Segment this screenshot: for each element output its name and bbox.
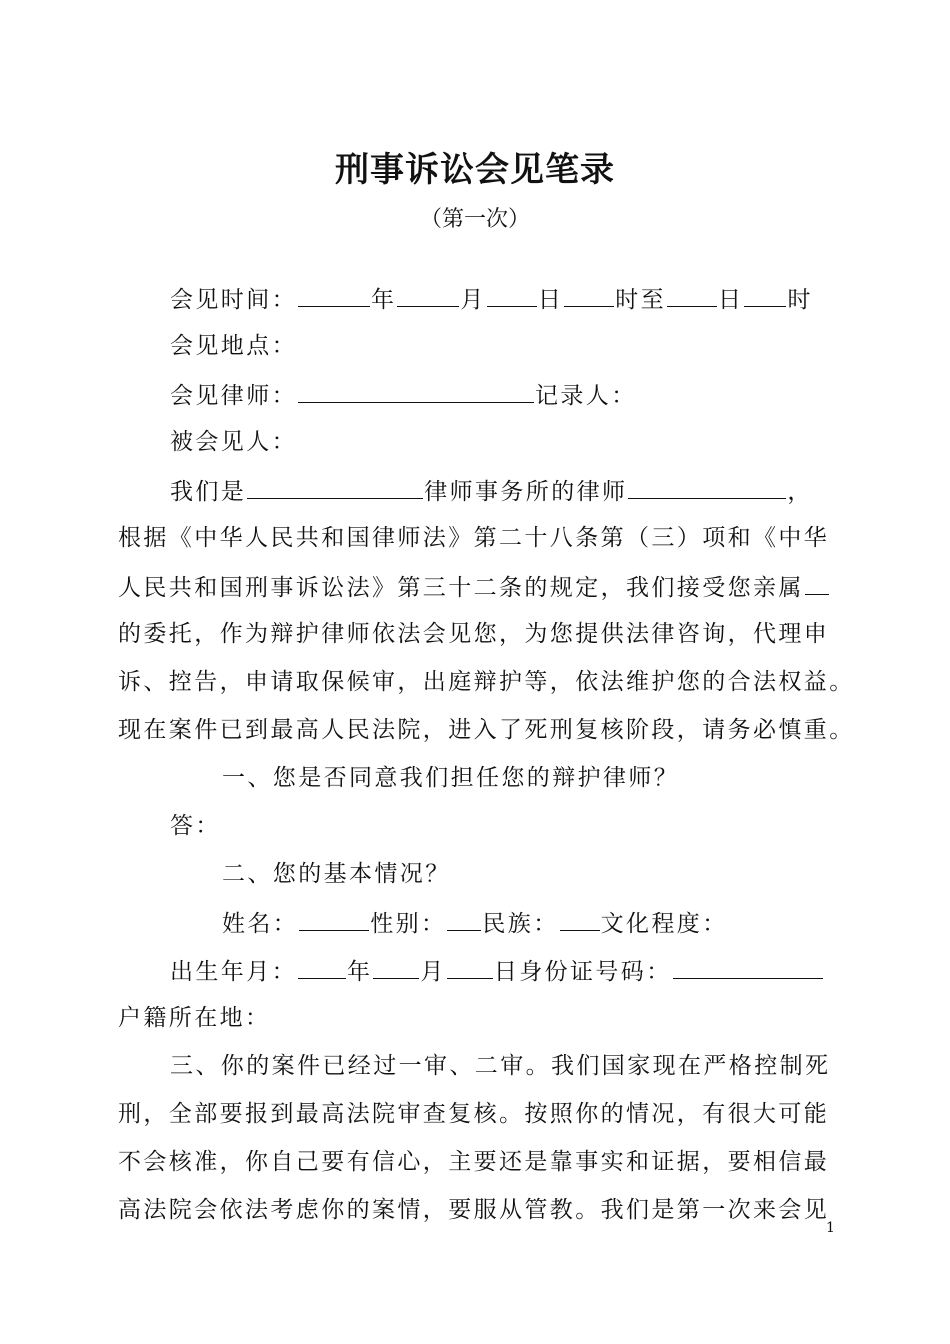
question-2: 二、您的基本情况？ bbox=[222, 861, 451, 887]
day-blank bbox=[487, 282, 537, 307]
intro-line-2: 根据《中华人民共和国律师法》第二十八条第（三）项和《中华 bbox=[118, 525, 830, 551]
firm-blank bbox=[247, 474, 423, 499]
end-day-unit: 日 bbox=[718, 287, 744, 313]
year-unit: 年 bbox=[371, 287, 397, 313]
month-unit: 月 bbox=[460, 287, 486, 313]
meeting-lawyer-line bbox=[170, 378, 637, 412]
intro-line-5: 诉、控告，申请取保候审，出庭辩护等，依法维护您的合法权益。 bbox=[118, 669, 855, 695]
hour-to-unit: 时至 bbox=[615, 287, 667, 313]
end-hour-unit: 时 bbox=[787, 287, 813, 313]
ethnicity-blank bbox=[560, 906, 600, 931]
education-label: 文化程度： bbox=[600, 911, 728, 937]
answer-1: 答： bbox=[170, 813, 221, 839]
sex-label: 性别： bbox=[370, 911, 447, 937]
basic-info-line bbox=[222, 906, 728, 940]
recorder-label: 记录人： bbox=[535, 383, 637, 409]
ethnicity-label: 民族： bbox=[482, 911, 559, 937]
intro-line-4: 的委托，作为辩护律师依法会见您，为您提供法律咨询，代理申 bbox=[118, 621, 830, 647]
birth-year-blank bbox=[298, 954, 346, 979]
birth-month-blank bbox=[373, 954, 419, 979]
firm-lawyer-text: 律师事务所的律师 bbox=[424, 479, 628, 505]
interviewee-label: 被会见人： bbox=[170, 429, 297, 455]
household-line: 户籍所在地： bbox=[118, 1005, 271, 1031]
meeting-time-label: 会见时间： bbox=[170, 287, 297, 313]
birth-label: 出生年月： bbox=[170, 959, 297, 985]
sex-blank bbox=[447, 906, 481, 931]
meeting-time-line bbox=[170, 282, 813, 316]
document-title: 刑事诉讼会见笔录 bbox=[335, 150, 615, 190]
meeting-place-line bbox=[170, 330, 297, 362]
interviewee-line bbox=[170, 426, 297, 458]
end-day-blank bbox=[667, 282, 717, 307]
day-unit: 日 bbox=[537, 287, 564, 313]
document-subtitle: （第一次） bbox=[419, 207, 530, 232]
birth-month-unit: 月 bbox=[420, 959, 446, 985]
birth-day-blank bbox=[447, 954, 493, 979]
meeting-place-label: 会见地点： bbox=[170, 333, 297, 359]
comma-text: ， bbox=[787, 479, 813, 505]
id-number-label: 日身份证号码： bbox=[493, 959, 672, 985]
q3-line-3: 不会核准，你自己要有信心，主要还是靠事实和证据，要相信最 bbox=[118, 1149, 830, 1175]
year-blank bbox=[298, 282, 370, 307]
hour-blank bbox=[564, 282, 614, 307]
id-number-blank bbox=[673, 954, 823, 979]
question-1: 一、您是否同意我们担任您的辩护律师？ bbox=[222, 765, 680, 791]
q3-line-2: 刑，全部要报到最高法院审查复核。按照你的情况，有很大可能 bbox=[118, 1101, 830, 1127]
intro-line-1 bbox=[170, 474, 813, 508]
birth-line bbox=[170, 954, 824, 988]
name-label: 姓名： bbox=[222, 911, 299, 937]
month-blank bbox=[397, 282, 459, 307]
name-blank bbox=[299, 906, 369, 931]
meeting-lawyer-label: 会见律师： bbox=[170, 383, 297, 409]
intro-line-3-text: 人民共和国刑事诉讼法》第三十二条的规定，我们接受您亲属 bbox=[118, 575, 804, 601]
birth-year-unit: 年 bbox=[347, 959, 373, 985]
lawyer-blank bbox=[298, 378, 534, 403]
q3-line-1: 三、你的案件已经过一审、二审。我们国家现在严格控制死 bbox=[170, 1053, 831, 1079]
we-are-text: 我们是 bbox=[170, 479, 247, 505]
intro-line-6: 现在案件已到最高人民法院，进入了死刑复核阶段，请务必慎重。 bbox=[118, 717, 855, 743]
q3-line-4: 高法院会依法考虑你的案情，要服从管教。我们是第一次来会见 bbox=[118, 1197, 830, 1223]
lawyer-name-blank bbox=[628, 474, 786, 499]
end-hour-blank bbox=[744, 282, 786, 307]
intro-line-3 bbox=[118, 570, 830, 604]
relative-blank bbox=[805, 570, 829, 595]
page-number: 1 bbox=[826, 1220, 835, 1236]
